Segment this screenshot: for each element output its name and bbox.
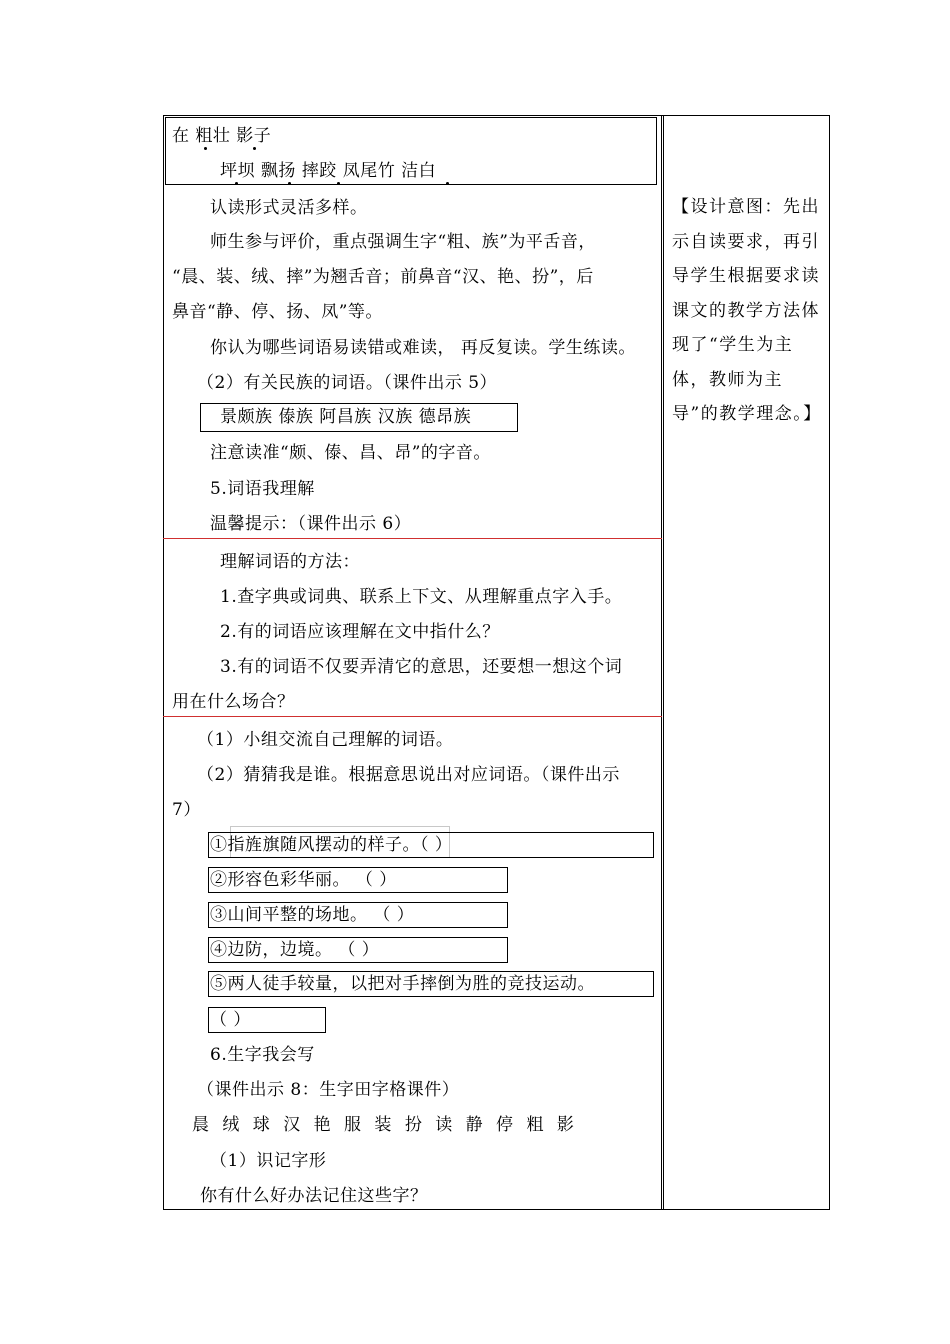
method-2: 2.有的词语应该理解在文中指什么？ [220, 622, 500, 642]
recognize-shape: （1）识记字形 [210, 1151, 327, 1171]
ethnic-words: 景颇族 傣族 阿昌族 汉族 德昂族 [220, 407, 472, 427]
method-1: 1.查字典或词典、联系上下文、从理解重点字入手。 [220, 587, 623, 607]
vocab-row-1: 在 粗壮 影子 [172, 126, 272, 146]
emphasis-dot [235, 182, 238, 185]
section-divider [163, 538, 662, 539]
ethnic-title: （2）有关民族的词语。（课件出示 5） [197, 373, 498, 393]
method-title: 理解词语的方法： [220, 552, 360, 572]
method-3b: 用在什么场合？ [172, 692, 295, 712]
warm-tip: 温馨提示：（课件出示 6） [210, 514, 412, 534]
guess-line-a: （2）猜猜我是谁。根据意思说出对应词语。（课件出示 [197, 765, 620, 785]
emphasis-dot [288, 182, 291, 185]
emphasis-dot [204, 147, 207, 150]
eval-line-1: 师生参与评价，重点强调生字“粗、族”为平舌音， [210, 232, 596, 252]
read-forms: 认读形式灵活多样。 [210, 198, 368, 218]
emphasis-dot [446, 182, 449, 185]
group-exchange: （1）小组交流自己理解的词语。 [197, 730, 454, 750]
section-6-title: 6.生字我会写 [210, 1045, 315, 1065]
eval-line-2: “晨、装、绒、摔”为翘舌音；前鼻音“汉、艳、扮”，后 [172, 267, 594, 287]
vocab-row-2: 坪坝 飘扬 摔跤 凤尾竹 洁白 [220, 161, 437, 181]
question-2: ②形容色彩华丽。 （ ） [210, 870, 397, 890]
question-4: ④边防，边境。 （ ） [210, 940, 380, 960]
emphasis-dot [337, 182, 340, 185]
courseware-8: （课件出示 8：生字田字格课件） [197, 1080, 460, 1100]
question-1: ①指旌旗随风摆动的样子。（ ） [210, 835, 453, 855]
eval-line-3: 鼻音“静、停、扬、凤”等。 [172, 302, 383, 322]
question-5-blank: （ ） [210, 1010, 251, 1030]
section-divider [163, 716, 662, 717]
remember-question: 你有什么好办法记住这些字？ [200, 1186, 428, 1206]
design-intent: 【设计意图：先出示自读要求，再引导学生根据要求读课文的教学方法体现了“学生为主体，教师为主导”的教学理念。】 [672, 197, 822, 424]
emphasis-dot [253, 147, 256, 150]
hard-words: 你认为哪些词语易读错或难读， 再反复读。学生练读。 [210, 338, 636, 358]
question-5: ⑤两人徒手较量，以把对手摔倒为胜的竞技运动。 [210, 974, 595, 994]
guess-line-b: 7） [172, 800, 201, 820]
method-3a: 3.有的词语不仅要弄清它的意思，还要想一想这个词 [220, 657, 623, 677]
pronunciation-note: 注意读准“颇、傣、昌、昂”的字音。 [210, 443, 491, 463]
section-5-title: 5.词语我理解 [210, 479, 315, 499]
column-divider [661, 115, 664, 1210]
new-characters: 晨 绒 球 汉 艳 服 装 扮 读 静 停 粗 影 [192, 1115, 578, 1135]
question-3: ③山间平整的场地。 （ ） [210, 905, 415, 925]
